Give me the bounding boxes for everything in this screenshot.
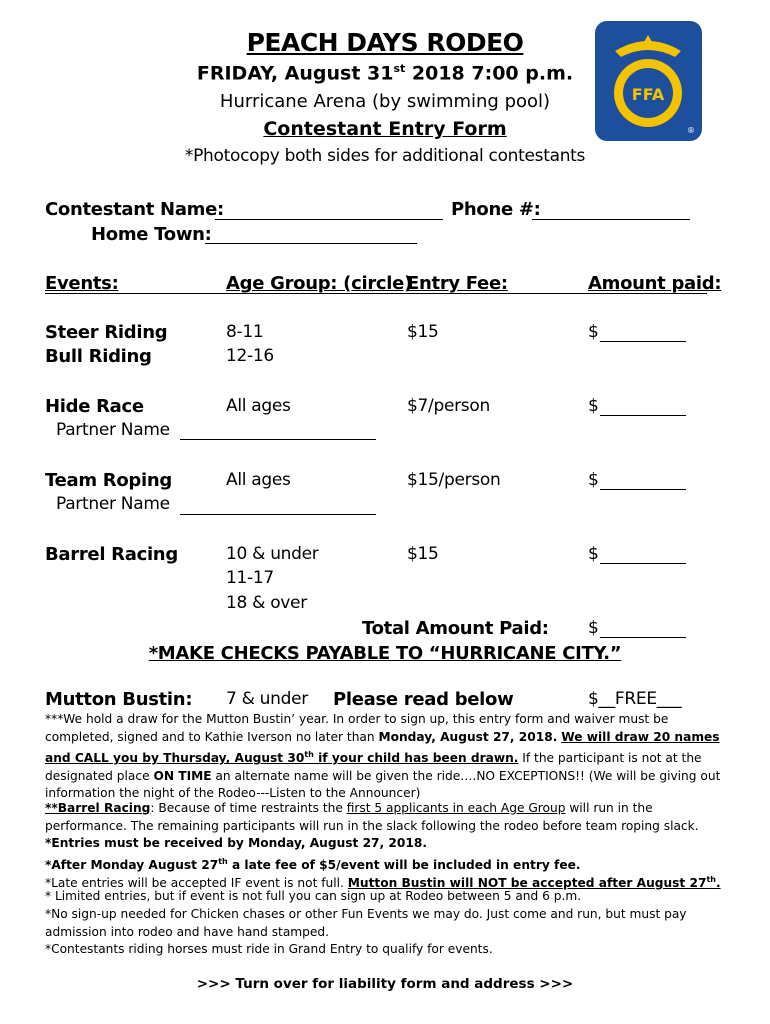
barrel-rule-text: : Because of time restraints the	[150, 801, 347, 815]
phone-field[interactable]	[532, 219, 690, 220]
hide-partner-label: Partner Name	[56, 420, 170, 440]
draw-notice-suffix: th	[304, 750, 314, 760]
event-barrel-racing: Barrel Racing	[45, 544, 178, 565]
contestant-name-label: Contestant Name:	[45, 199, 224, 220]
rule-1-text: ***We hold a draw for the Mutton Bustin’ year. In order to sign up, this entry form and waiver must be completed, signed and to Kathie Iverson no later than	[45, 712, 669, 744]
date-suffix: st	[393, 62, 406, 75]
team-dollar: $	[588, 470, 599, 490]
ffa-emblem-icon	[595, 21, 702, 141]
team-partner-label: Partner Name	[56, 494, 170, 514]
team-amount-field[interactable]	[600, 489, 686, 490]
logo-text: FFA	[631, 85, 665, 104]
event-team-roping: Team Roping	[45, 470, 172, 491]
barrel-age-3[interactable]: 18 & over	[226, 593, 307, 613]
mutton-age: 7 & under	[226, 689, 308, 709]
barrel-age-1[interactable]: 10 & under	[226, 544, 319, 564]
late-entries-text: *Late entries will be accepted IF event is not full.	[45, 876, 348, 891]
team-partner-field[interactable]	[180, 514, 376, 515]
event-date-text: FRIDAY, August 31	[196, 62, 394, 85]
draw-notice: We will draw 20 names and CALL you by Thursday, August 30	[45, 729, 720, 766]
mutton-late-text: Mutton Bustin will NOT be accepted after August 27	[347, 876, 707, 891]
steer-fee: $15	[407, 322, 439, 342]
phone-label: Phone #:	[451, 199, 541, 220]
form-name: Contestant Entry Form	[263, 118, 507, 140]
limited-entries-rule: * Limited entries, but if event is not full you can sign up at Rodeo between 5 and 6 p.m.	[45, 889, 582, 903]
please-read-below: Please read below	[333, 689, 514, 710]
late-fee-end: a late fee of $5/event will be included in entry fee.	[227, 858, 581, 873]
barrel-rule-heading: **Barrel Racing	[45, 801, 151, 815]
barrel-age-2[interactable]: 11-17	[226, 568, 274, 588]
venue: Hurricane Arena (by swimming pool)	[219, 91, 551, 112]
barrel-rule-end: will run in the performance. The remaining participants will run in the slack following the rodeo before team roping slack.	[45, 801, 699, 833]
steer-amount-field[interactable]	[600, 341, 686, 342]
col-amount-paid: Amount paid:	[588, 273, 722, 294]
bull-age[interactable]: 12-16	[226, 346, 274, 366]
hide-fee: $7/person	[407, 396, 490, 416]
team-fee: $15/person	[407, 470, 501, 490]
barrel-rule-underlined: first 5 applicants in each Age Group	[346, 801, 566, 815]
fun-events-rule: *No sign-up needed for Chicken chases or other Fun Events we may do. Just come and run, but must pay admission into rodeo and have hand stamped.	[45, 907, 687, 939]
header-rule	[45, 293, 707, 294]
mutton-rules-paragraph	[45, 711, 725, 803]
deadline-date: Monday, August 27, 2018.	[378, 729, 558, 744]
rule-1-end: an alternate name will be given the ride….NO EXCEPTIONS!! (We will be giving out information the night of the Rodeo---Listen to the Announcer)	[45, 768, 721, 801]
total-amount-field[interactable]	[600, 637, 686, 638]
ffa-emblem-logo	[595, 21, 702, 141]
late-fee-text: *After Monday August 27	[45, 858, 219, 873]
event-bull-riding: Bull Riding	[45, 346, 152, 367]
barrel-fee: $15	[407, 544, 439, 564]
event-mutton-bustin: Mutton Bustin:	[45, 689, 193, 710]
steer-age[interactable]: 8-11	[226, 322, 264, 342]
turn-over-footer: >>> Turn over for liability form and address >>>	[196, 976, 574, 992]
hide-amount-field[interactable]	[600, 415, 686, 416]
event-time-text: 2018 7:00 p.m.	[405, 62, 574, 85]
on-time-text: ON TIME	[153, 768, 212, 783]
entries-deadline: *Entries must be received by Monday, August 27, 2018.	[45, 836, 427, 850]
mutton-amount: $__FREE___	[588, 689, 682, 709]
page-title: PEACH DAYS RODEO	[246, 28, 524, 57]
barrel-dollar: $	[588, 544, 599, 564]
event-steer-riding: Steer Riding	[45, 322, 168, 343]
grand-entry-rule: *Contestants riding horses must ride in Grand Entry to qualify for events.	[45, 942, 493, 956]
svg-text:®: ®	[687, 126, 695, 135]
rule-1-cont: If the participant is not at the designated place	[45, 751, 702, 783]
hide-age[interactable]: All ages	[226, 396, 291, 416]
barrel-rules-paragraph	[45, 800, 725, 835]
col-entry-fee: Entry Fee:	[407, 273, 508, 294]
draw-notice-end: if your child has been drawn.	[313, 751, 519, 766]
hometown-label: Home Town:	[91, 224, 212, 245]
make-checks-payable: *MAKE CHECKS PAYABLE TO “HURRICANE CITY.”	[148, 643, 622, 664]
total-dollar: $	[588, 618, 599, 638]
hometown-field[interactable]	[205, 243, 417, 244]
late-fee-suffix: th	[218, 857, 228, 866]
event-hide-race: Hide Race	[45, 396, 144, 417]
contestant-name-field[interactable]	[215, 219, 443, 220]
steer-dollar: $	[588, 322, 599, 342]
hide-dollar: $	[588, 396, 599, 416]
hide-partner-field[interactable]	[180, 439, 376, 440]
photocopy-note: *Photocopy both sides for additional contestants	[184, 146, 586, 166]
total-label: Total Amount Paid:	[362, 618, 549, 639]
mutton-late-suffix: th	[706, 875, 716, 884]
col-events: Events:	[45, 273, 119, 294]
team-age[interactable]: All ages	[226, 470, 291, 490]
mutton-late-end: .	[715, 876, 721, 891]
barrel-amount-field[interactable]	[600, 563, 686, 564]
col-age-group: Age Group: (circle)	[226, 273, 412, 294]
